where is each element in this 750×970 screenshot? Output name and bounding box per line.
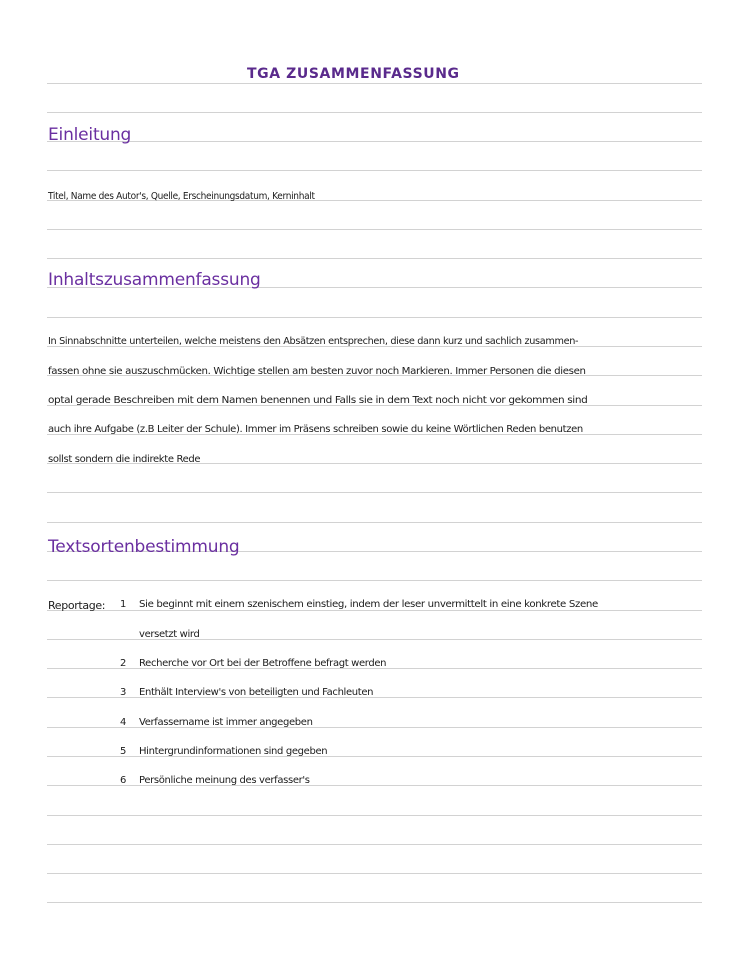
ruled-line <box>47 229 702 230</box>
list-item-number: 1 <box>120 599 127 610</box>
ruled-line <box>47 258 702 259</box>
list-item-number: 2 <box>120 658 127 669</box>
ruled-line <box>47 492 702 493</box>
ruled-line <box>47 844 702 845</box>
list-item-number: 3 <box>120 687 127 698</box>
section-heading-inhaltszusammenfassung: Inhaltszusammenfassung <box>48 270 261 290</box>
ruled-line <box>47 610 702 611</box>
summary-line: optal gerade Beschreiben mit dem Namen benennen und Falls sie in dem Text noch nicht vor gekommen sind <box>48 395 588 406</box>
list-item-text: Recherche vor Ort bei der Betroffene befragt werden <box>139 658 387 669</box>
summary-line: sollst sondern die indirekte Rede <box>48 454 201 465</box>
section-heading-textsortenbestimmung: Textsortenbestimmung <box>48 537 240 557</box>
ruled-line <box>47 141 702 142</box>
ruled-line <box>47 170 702 171</box>
section-heading-einleitung: Einleitung <box>48 125 132 145</box>
ruled-line <box>47 522 702 523</box>
list-item-number: 5 <box>120 746 127 757</box>
ruled-line <box>47 580 702 581</box>
list-item-number: 4 <box>120 717 127 728</box>
ruled-line <box>47 83 702 84</box>
ruled-line <box>47 902 702 903</box>
ruled-line <box>47 317 702 318</box>
page-title: TGA ZUSAMMENFASSUNG <box>247 66 460 82</box>
list-item-text: Enthält Interview's von beteiligten und Fachleuten <box>139 687 374 698</box>
list-item-text: versetzt wird <box>139 629 200 640</box>
list-item-text: Persönliche meinung des verfasser's <box>139 775 310 786</box>
summary-line: fassen ohne sie auszuschmücken. Wichtige stellen am besten zuvor noch Markieren. Immer Personen die diesen <box>48 366 586 377</box>
ruled-line <box>47 112 702 113</box>
list-item-text: Sie beginnt mit einem szenischem einstieg, indem der leser unvermittelt in eine konkrete Szene <box>139 599 598 610</box>
einleitung-text: Titel, Name des Autor's, Quelle, Erscheinungsdatum, Kerninhalt <box>48 191 315 202</box>
list-item-number: 6 <box>120 775 127 786</box>
ruled-line <box>47 873 702 874</box>
reportage-label: Reportage: <box>48 599 106 612</box>
list-item-text: Verfassername ist immer angegeben <box>139 717 313 728</box>
summary-line: In Sinnabschnitte unterteilen, welche meistens den Absätzen entsprechen, diese dann kurz und sachlich zusammen- <box>48 336 579 347</box>
ruled-line <box>47 815 702 816</box>
summary-line: auch ihre Aufgabe (z.B Leiter der Schule). Immer im Präsens schreiben sowie du keine Wörtlichen Reden benutzen <box>48 424 583 435</box>
list-item-text: Hintergrundinformationen sind gegeben <box>139 746 328 757</box>
